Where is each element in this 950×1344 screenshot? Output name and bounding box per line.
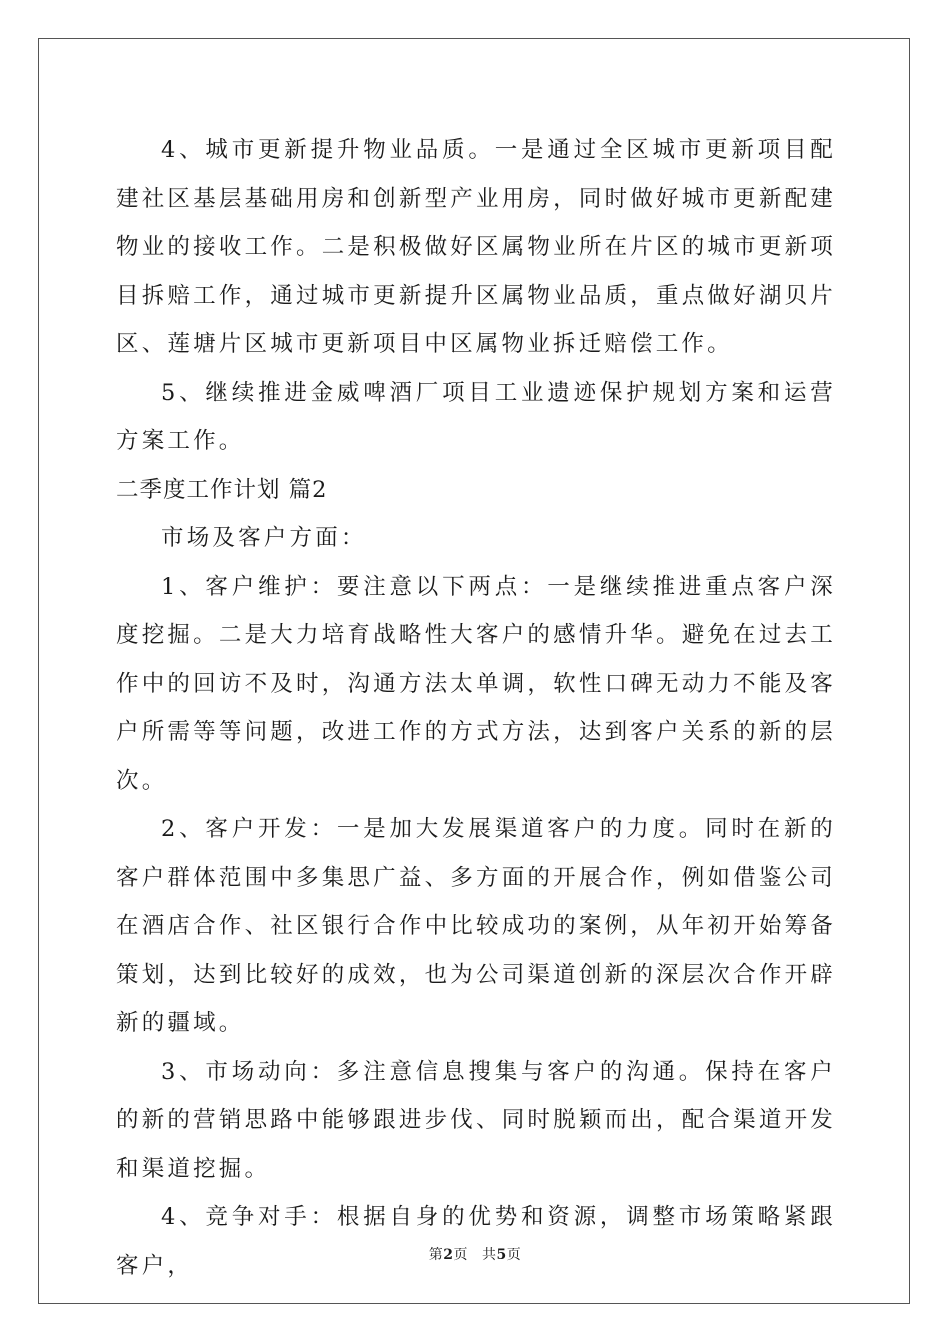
paragraph-customer-maintenance: 1、客户维护：要注意以下两点：一是继续推进重点客户深度挖掘。二是大力培育战略性大客户的感情升华。避免在过去工作中的回访不及时，沟通方法太单调，软性口碑无动力不能及客户所需等等问题，改进工作的方式方法，达到客户关系的新的层次。 <box>116 573 836 794</box>
footer-total-suffix: 页 <box>506 1247 522 1263</box>
footer-page-suffix: 页 <box>453 1247 468 1263</box>
paragraph-item-5-brewery-project: 5、继续推进金威啤酒厂项目工业遗迹保护规划方案和运营方案工作。 <box>116 379 836 454</box>
footer-page-total: 5 <box>496 1247 507 1263</box>
paragraph-competitors: 4、竞争对手：根据自身的优势和资源，调整市场策略紧跟客户， <box>116 1204 836 1279</box>
footer-total-prefix: 共 <box>482 1247 497 1263</box>
paragraph-market-trends: 3、市场动向：多注意信息搜集与客户的沟通。保持在客户的新的营销思路中能够跟进步伐、同时脱颖而出，配合渠道开发和渠道挖掘。 <box>116 1058 836 1182</box>
page-footer <box>0 1244 950 1264</box>
footer-page-prefix: 第 <box>428 1247 444 1263</box>
document-body <box>116 126 836 1290</box>
section-heading: 二季度工作计划 篇2 <box>116 476 328 503</box>
paragraph-customer-development: 2、客户开发：一是加大发展渠道客户的力度。同时在新的客户群体范围中多集思广益、多方面的开展合作，例如借鉴公司在酒店合作、社区银行合作中比较成功的案例，从年初开始筹备策划，达到比较好的成效，也为公司渠道创新的深层次合作开辟新的疆域。 <box>116 816 836 1036</box>
paragraph-item-4-property-quality: 4、城市更新提升物业品质。一是通过全区城市更新项目配建社区基层基础用房和创新型产业用房，同时做好城市更新配建物业的接收工作。二是积极做好区属物业所在片区的城市更新项目拆赔工作，通过城市更新提升区属物业品质，重点做好湖贝片区、莲塘片区城市更新项目中区属物业拆迁赔偿工作。 <box>116 137 836 357</box>
paragraph-market-intro: 市场及客户方面： <box>161 525 367 551</box>
footer-page-current: 2 <box>443 1247 454 1263</box>
